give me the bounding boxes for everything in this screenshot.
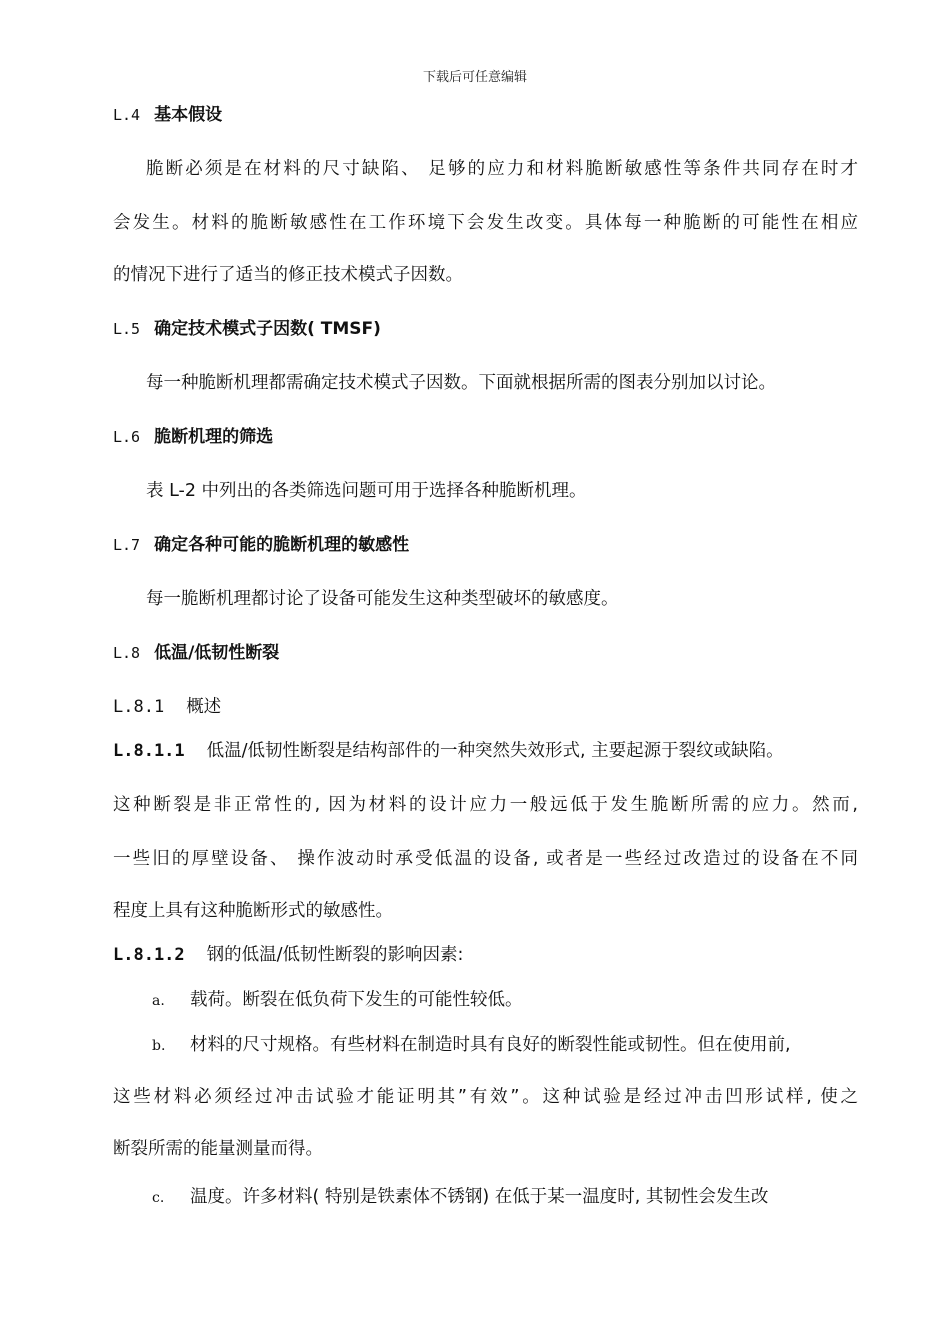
section-title: 低温/低韧性断裂 <box>154 643 280 663</box>
section-text: 低温/低韧性断裂是结构部件的一种突然失效形式, 主要起源于裂纹或缺陷。 <box>206 741 784 761</box>
section-number: L.4 <box>113 106 141 124</box>
paragraph-line: 这种断裂是非正常性的, 因为材料的设计应力一般远低于发生脆断所需的应力。然而, <box>113 795 858 815</box>
list-text: 材料的尺寸规格。有些材料在制造时具有良好的断裂性能或韧性。但在使用前, <box>190 1035 791 1055</box>
section-number: L.7 <box>113 536 141 554</box>
list-item-a <box>152 988 523 1013</box>
heading-l81 <box>113 695 221 719</box>
paragraph-line: 每一种脆断机理都需确定技术模式子因数。下面就根据所需的图表分别加以讨论。 <box>146 373 776 393</box>
paragraph-line: 的情况下进行了适当的修正技术模式子因数。 <box>113 265 463 285</box>
paragraph-line: 表 L-2 中列出的各类筛选问题可用于选择各种脆断机理。 <box>146 481 587 501</box>
list-marker: c. <box>152 1190 165 1206</box>
heading-l8 <box>113 641 279 665</box>
list-marker: b. <box>152 1038 166 1054</box>
paragraph-line: 断裂所需的能量测量而得。 <box>113 1139 323 1159</box>
section-number: L.8 <box>113 644 141 662</box>
section-number: L.8.1.1 <box>113 741 185 761</box>
section-title: 确定技术模式子因数( TMSF) <box>154 319 381 339</box>
paragraph-l812 <box>113 943 463 967</box>
heading-l5 <box>113 317 381 341</box>
list-text: 温度。许多材料( 特别是铁素体不锈钢) 在低于某一温度时, 其韧性会发生改 <box>190 1187 769 1207</box>
section-number: L.5 <box>113 320 141 338</box>
heading-l4 <box>113 103 222 127</box>
section-number: L.8.1.2 <box>113 945 185 965</box>
list-text: 载荷。断裂在低负荷下发生的可能性较低。 <box>190 990 523 1010</box>
paragraph-line: 每一脆断机理都讨论了设备可能发生这种类型破坏的敏感度。 <box>146 589 619 609</box>
paragraph-line: 这些材料必须经过冲击试验才能证明其”有效”。这种试验是经过冲击凹形试样, 使之 <box>113 1087 858 1107</box>
section-number: L.8.1 <box>113 697 165 717</box>
heading-l6 <box>113 425 273 449</box>
list-item-c <box>152 1185 768 1210</box>
section-title: 脆断机理的筛选 <box>154 427 274 447</box>
section-title: 基本假设 <box>154 105 223 125</box>
heading-l7 <box>113 533 409 557</box>
list-marker: a. <box>152 993 165 1009</box>
paragraph-line: 一些旧的厚壁设备、 操作波动时承受低温的设备, 或者是一些经过改造过的设备在不同 <box>113 849 858 869</box>
list-item-b <box>152 1033 791 1058</box>
section-title: 概述 <box>186 697 222 717</box>
paragraph-line: 会发生。材料的脆断敏感性在工作环境下会发生改变。具体每一种脆断的可能性在相应 <box>113 213 858 233</box>
paragraph-line: 程度上具有这种脆断形式的敏感性。 <box>113 901 393 921</box>
paragraph-line: 脆断必须是在材料的尺寸缺陷、 足够的应力和材料脆断敏感性等条件共同存在时才 <box>146 159 858 179</box>
section-text: 钢的低温/低韧性断裂的影响因素: <box>206 945 464 965</box>
page-header-note: 下载后可任意编辑 <box>422 70 527 85</box>
section-number: L.6 <box>113 428 141 446</box>
section-title: 确定各种可能的脆断机理的敏感性 <box>154 535 410 555</box>
paragraph-l811 <box>113 739 784 763</box>
